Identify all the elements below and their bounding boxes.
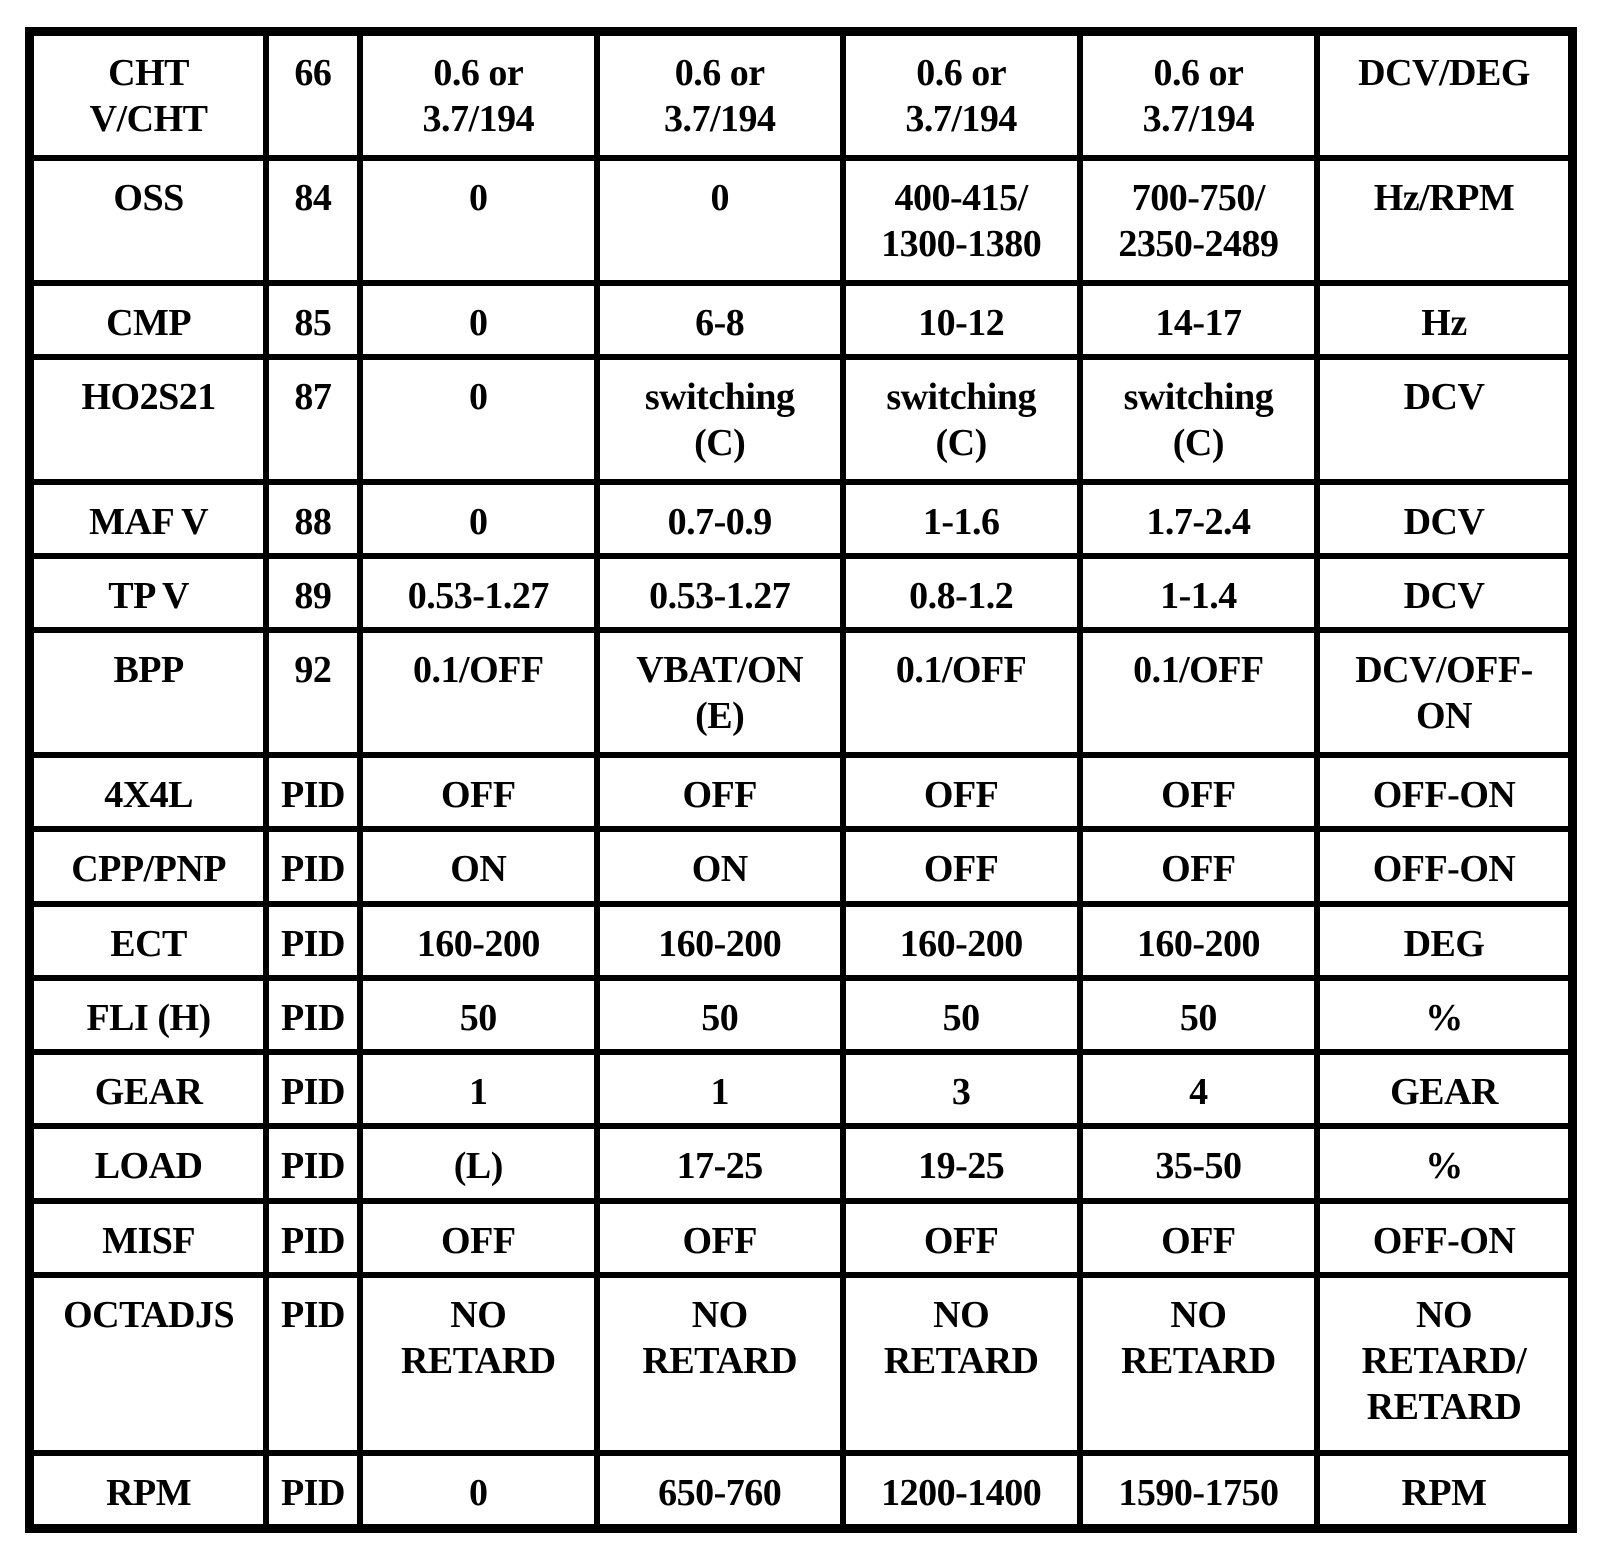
table-row — [34, 1204, 1568, 1272]
table-cell-value-col-1: OFF — [363, 1204, 594, 1272]
table-cell-value-col-1: 160-200 — [363, 907, 594, 975]
table-row — [34, 633, 1568, 752]
table-cell-pid-name: ECT — [34, 907, 263, 975]
table-cell-units: DEG — [1320, 907, 1568, 975]
table-cell-value-col-4: 1-1.4 — [1083, 559, 1314, 627]
table-row — [34, 161, 1568, 280]
table-row — [34, 1129, 1568, 1197]
table-cell-value-col-4: OFF — [1083, 758, 1314, 826]
table-cell-value-col-3: OFF — [846, 1204, 1077, 1272]
table-cell-value-col-3: NO RETARD — [846, 1278, 1077, 1450]
table-cell-value-col-4: 14-17 — [1083, 286, 1314, 354]
table-row — [34, 286, 1568, 354]
table-cell-pid-name: FLI (H) — [34, 981, 263, 1049]
table-cell-pid-name: OCTADJS — [34, 1278, 263, 1450]
table-row — [34, 559, 1568, 627]
table-cell-pin-number: PID — [269, 832, 357, 900]
table-cell-value-col-4: OFF — [1083, 832, 1314, 900]
table-row — [34, 981, 1568, 1049]
table-cell-pin-number: 85 — [269, 286, 357, 354]
table-cell-value-col-2: 17-25 — [600, 1129, 840, 1197]
table-cell-value-col-1: 50 — [363, 981, 594, 1049]
table-cell-value-col-4: switching (C) — [1083, 360, 1314, 479]
table-cell-value-col-4: 4 — [1083, 1055, 1314, 1123]
table-cell-units: DCV — [1320, 360, 1568, 479]
table-cell-units: % — [1320, 1129, 1568, 1197]
table-cell-units: GEAR — [1320, 1055, 1568, 1123]
table-cell-pid-name: HO2S21 — [34, 360, 263, 479]
table-cell-pin-number: 89 — [269, 559, 357, 627]
table-cell-value-col-4: 0.6 or 3.7/194 — [1083, 36, 1314, 155]
table-cell-value-col-3: switching (C) — [846, 360, 1077, 479]
table-cell-value-col-3: 400-415/ 1300-1380 — [846, 161, 1077, 280]
table-cell-value-col-2: 160-200 — [600, 907, 840, 975]
table-cell-value-col-3: OFF — [846, 832, 1077, 900]
table-cell-pin-number: 87 — [269, 360, 357, 479]
table-cell-units: NO RETARD/ RETARD — [1320, 1278, 1568, 1450]
table-cell-pin-number: PID — [269, 1278, 357, 1450]
table-cell-value-col-3: 1200-1400 — [846, 1456, 1077, 1524]
table-cell-value-col-2: 0.53-1.27 — [600, 559, 840, 627]
table-cell-units: DCV — [1320, 485, 1568, 553]
table-cell-pid-name: MAF V — [34, 485, 263, 553]
table-cell-value-col-1: 0 — [363, 1456, 594, 1524]
table-cell-units: Hz — [1320, 286, 1568, 354]
table-cell-value-col-3: 0.1/OFF — [846, 633, 1077, 752]
table-cell-pin-number: PID — [269, 1204, 357, 1272]
table-cell-value-col-2: ON — [600, 832, 840, 900]
table-cell-units: OFF-ON — [1320, 758, 1568, 826]
table-cell-value-col-2: switching (C) — [600, 360, 840, 479]
pid-table-body — [34, 36, 1568, 1524]
table-cell-pid-name: LOAD — [34, 1129, 263, 1197]
table-cell-pid-name: TP V — [34, 559, 263, 627]
table-cell-value-col-1: ON — [363, 832, 594, 900]
table-row — [34, 1278, 1568, 1450]
table-cell-pin-number: PID — [269, 981, 357, 1049]
table-cell-value-col-3: 19-25 — [846, 1129, 1077, 1197]
table-cell-value-col-3: 1-1.6 — [846, 485, 1077, 553]
table-cell-value-col-1: 0 — [363, 485, 594, 553]
table-cell-value-col-2: NO RETARD — [600, 1278, 840, 1450]
table-cell-value-col-4: 160-200 — [1083, 907, 1314, 975]
table-cell-pin-number: PID — [269, 758, 357, 826]
table-cell-value-col-1: OFF — [363, 758, 594, 826]
table-cell-units: DCV/DEG — [1320, 36, 1568, 155]
table-cell-pid-name: OSS — [34, 161, 263, 280]
table-cell-value-col-2: 0.7-0.9 — [600, 485, 840, 553]
table-cell-pid-name: RPM — [34, 1456, 263, 1524]
table-cell-value-col-2: VBAT/ON (E) — [600, 633, 840, 752]
table-cell-value-col-2: 0 — [600, 161, 840, 280]
table-cell-value-col-1: 0 — [363, 360, 594, 479]
table-cell-value-col-3: 0.6 or 3.7/194 — [846, 36, 1077, 155]
table-row — [34, 360, 1568, 479]
table-cell-value-col-1: (L) — [363, 1129, 594, 1197]
table-cell-pid-name: CPP/PNP — [34, 832, 263, 900]
table-cell-pid-name: CHT V/CHT — [34, 36, 263, 155]
table-row — [34, 758, 1568, 826]
table-cell-value-col-2: 50 — [600, 981, 840, 1049]
table-cell-value-col-4: 0.1/OFF — [1083, 633, 1314, 752]
table-cell-units: DCV/OFF- ON — [1320, 633, 1568, 752]
table-cell-pid-name: GEAR — [34, 1055, 263, 1123]
table-cell-value-col-2: 650-760 — [600, 1456, 840, 1524]
table-cell-value-col-1: 0 — [363, 286, 594, 354]
table-row — [34, 1456, 1568, 1524]
table-cell-pin-number: 92 — [269, 633, 357, 752]
table-cell-pin-number: 66 — [269, 36, 357, 155]
table-row — [34, 36, 1568, 155]
table-row — [34, 907, 1568, 975]
table-cell-pid-name: 4X4L — [34, 758, 263, 826]
table-cell-pid-name: BPP — [34, 633, 263, 752]
table-cell-value-col-4: 35-50 — [1083, 1129, 1314, 1197]
table-cell-value-col-3: 3 — [846, 1055, 1077, 1123]
table-cell-value-col-4: 700-750/ 2350-2489 — [1083, 161, 1314, 280]
table-cell-value-col-3: OFF — [846, 758, 1077, 826]
table-cell-units: % — [1320, 981, 1568, 1049]
table-cell-value-col-1: 1 — [363, 1055, 594, 1123]
pid-values-table — [28, 30, 1574, 1530]
table-cell-pin-number: PID — [269, 907, 357, 975]
table-cell-units: RPM — [1320, 1456, 1568, 1524]
table-cell-pin-number: 88 — [269, 485, 357, 553]
table-cell-value-col-1: 0.53-1.27 — [363, 559, 594, 627]
table-cell-pin-number: PID — [269, 1456, 357, 1524]
table-cell-value-col-1: 0.1/OFF — [363, 633, 594, 752]
table-cell-pin-number: PID — [269, 1129, 357, 1197]
table-cell-value-col-3: 0.8-1.2 — [846, 559, 1077, 627]
table-cell-value-col-2: 0.6 or 3.7/194 — [600, 36, 840, 155]
table-cell-units: DCV — [1320, 559, 1568, 627]
table-cell-value-col-4: 1.7-2.4 — [1083, 485, 1314, 553]
table-cell-value-col-4: OFF — [1083, 1204, 1314, 1272]
table-cell-value-col-2: 6-8 — [600, 286, 840, 354]
table-row — [34, 485, 1568, 553]
table-row — [34, 832, 1568, 900]
table-cell-value-col-2: OFF — [600, 758, 840, 826]
table-cell-value-col-1: 0 — [363, 161, 594, 280]
table-row — [34, 1055, 1568, 1123]
table-cell-value-col-3: 50 — [846, 981, 1077, 1049]
table-cell-value-col-2: OFF — [600, 1204, 840, 1272]
table-cell-value-col-3: 10-12 — [846, 286, 1077, 354]
table-cell-units: OFF-ON — [1320, 832, 1568, 900]
table-cell-value-col-4: NO RETARD — [1083, 1278, 1314, 1450]
table-cell-value-col-4: 50 — [1083, 981, 1314, 1049]
table-cell-units: OFF-ON — [1320, 1204, 1568, 1272]
table-cell-value-col-3: 160-200 — [846, 907, 1077, 975]
table-cell-pid-name: CMP — [34, 286, 263, 354]
table-cell-value-col-1: 0.6 or 3.7/194 — [363, 36, 594, 155]
table-cell-pin-number: 84 — [269, 161, 357, 280]
table-cell-pin-number: PID — [269, 1055, 357, 1123]
table-cell-value-col-2: 1 — [600, 1055, 840, 1123]
table-cell-units: Hz/RPM — [1320, 161, 1568, 280]
table-cell-pid-name: MISF — [34, 1204, 263, 1272]
table-cell-value-col-4: 1590-1750 — [1083, 1456, 1314, 1524]
table-cell-value-col-1: NO RETARD — [363, 1278, 594, 1450]
